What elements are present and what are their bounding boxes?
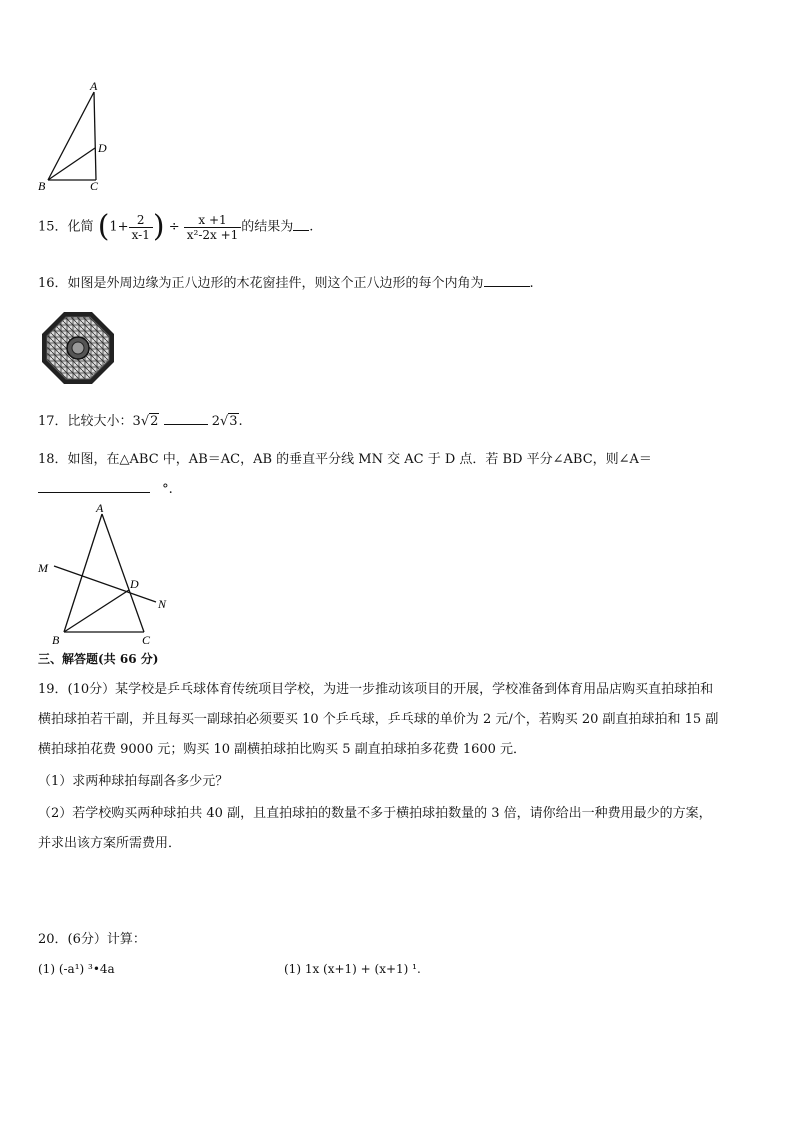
label-b: B [52,633,60,647]
question-17 [38,410,243,429]
question-18 [38,448,652,467]
q17-right-sqrt: √3 [219,414,238,429]
question-20-part-2: (1) 1x (x+1) + (x+1) ¹. [284,962,421,976]
q18-answer-blank [38,480,150,493]
label-n: N [158,597,167,611]
label-c: C [90,179,99,193]
label-d: D [130,577,139,591]
q15-fraction-2: $\frac{x +1}{\text{x²-2x +1}}$ [184,213,242,242]
q17-end: . [238,414,243,429]
triangle-mn-figure [34,500,174,650]
q15-fraction-1: $\frac{2}{x-1}$ [129,213,153,242]
question-19-sub-1: （1）求两种球拍每副各多少元？ [38,774,229,789]
q17-prefix: 17．比较大小： [38,414,133,429]
question-15: 15．化简 (1+ $\frac{2}{x-1}$ ) ÷ $\frac{x +1}{\text{x²-2x +1}}$ 的结果为 . [38,209,314,244]
question-19-sub-2b: 并求出该方案所需费用． [38,836,182,851]
label-c: C [142,633,151,647]
q15-end: . [309,219,314,235]
q15-divide: ÷ [168,219,180,235]
q17-right-coef: 2 [211,414,220,429]
section-title: 三、解答题(共 66 分) [38,652,159,666]
label-a: A [90,79,98,93]
q16-text: 16．如图是外周边缘为正八边形的木花窗挂件，则这个正八边形的每个内角为 [38,276,484,291]
question-20-title: 20．(6分）计算： [38,932,146,947]
q17-answer-blank [164,412,208,425]
triangle-abd-figure [34,78,114,194]
question-19-sub-2: （2）若学校购买两种球拍共 40 副，且直拍球拍的数量不多于横拍球拍数量的 3 倍，请你给出一种费用最少的方案， [38,806,712,821]
q18-text: 18．如图，在△ABC 中，AB＝AC，AB 的垂直平分线 MN 交 AC 于 D 点．若 BD 平分∠ABC，则∠A＝ [38,452,652,467]
label-m: M [38,561,48,575]
q15-prefix: 15．化简 [38,219,94,235]
q16-end: . [529,276,534,291]
question-19-line-3: 横拍球拍花费 9000 元；购买 10 副横拍球拍比购买 5 副直拍球拍多花费 1600 元． [38,742,527,757]
label-b: B [38,179,46,193]
q15-one: 1+ [109,219,129,235]
octagon-window-figure [40,310,116,386]
question-19-line-1: 19．(10分）某学校是乒乓球体育传统项目学校，为进一步推动该项目的开展，学校准备到体育用品店购买直拍球拍和 [38,682,714,697]
label-a: A [96,501,104,515]
q17-left-coef: 3 [132,414,141,429]
q17-left-sqrt: √2 [140,414,159,429]
q18-degree: °. [162,482,173,497]
q15-answer-blank [293,218,309,231]
question-20-part-1: (1) (-a¹) ³•4a [38,962,115,976]
question-18-answer-line [38,480,173,497]
label-d: D [98,141,107,155]
question-16 [38,272,534,291]
question-19-line-2: 横拍球拍若干副，并且每买一副球拍必须要买 10 个乒乓球，乒乓球的单价为 2 元/个，若购买 20 副直拍球拍和 15 副 [38,712,719,727]
q15-suffix: 的结果为 [241,219,294,235]
q16-answer-blank [484,274,530,287]
